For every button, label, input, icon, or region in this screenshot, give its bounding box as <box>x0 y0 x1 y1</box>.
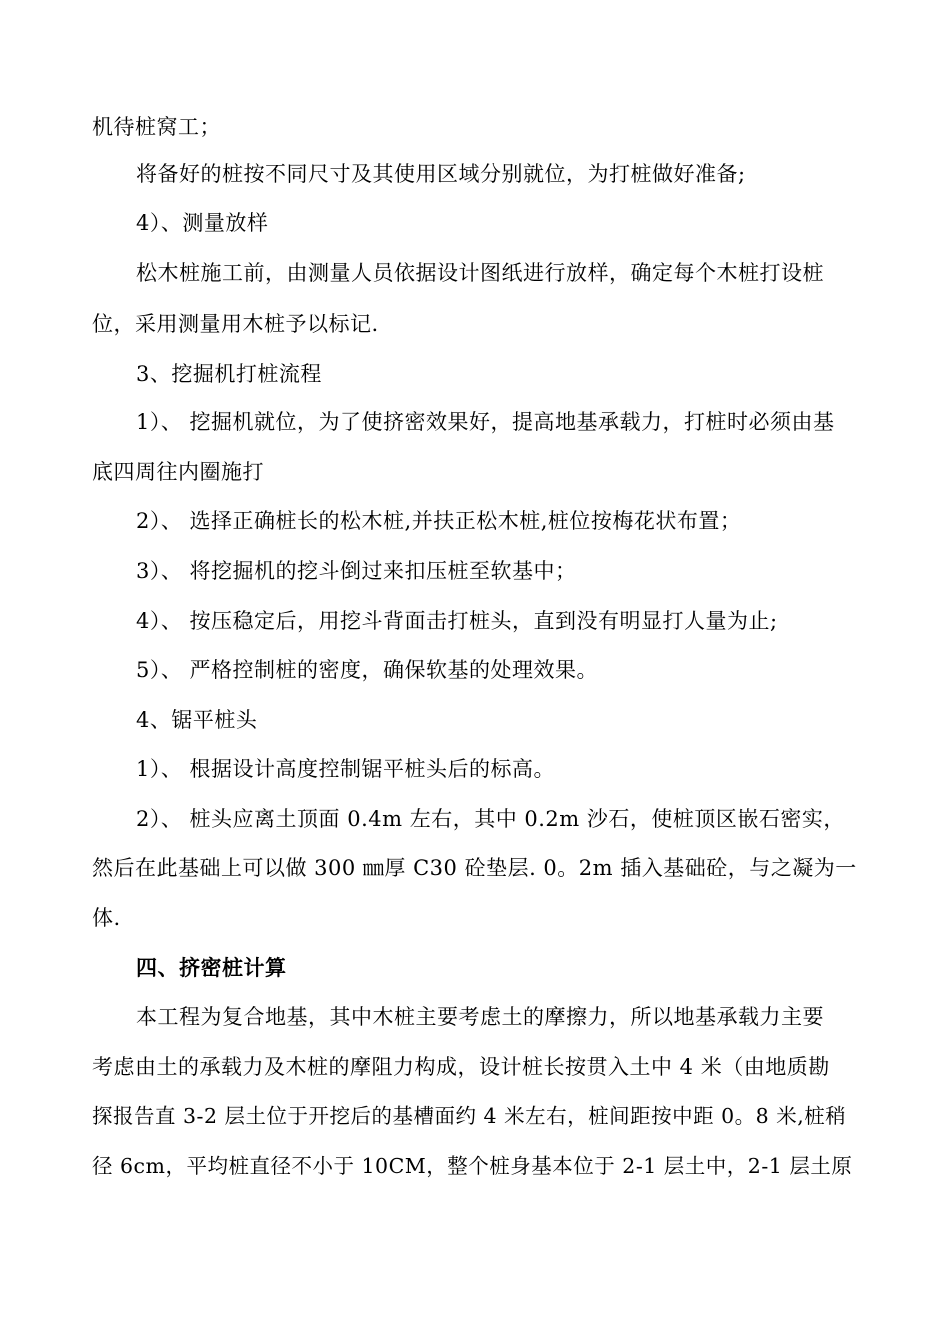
section-subheading: 4）、测量放样 <box>136 211 269 235</box>
text-line: 然后在此基础上可以做 300 ㎜厚 C30 砼垫层. 0。2m 插入基础砼，与之凝为一 <box>92 856 857 880</box>
text-line: 探报告直 3-2 层土位于开挖后的基槽面约 4 米左右，桩间距按中距 0。8 米,桩稍 <box>92 1104 847 1128</box>
list-item: 5）、 严格控制桩的密度，确保软基的处理效果。 <box>136 658 599 682</box>
text-line: 将备好的桩按不同尺寸及其使用区域分别就位，为打桩做好准备; <box>136 162 746 186</box>
text-line: 松木桩施工前，由测量人员依据设计图纸进行放样，确定每个木桩打设桩 <box>136 261 824 285</box>
list-item: 3）、 将挖掘机的挖斗倒过来扣压桩至软基中； <box>136 559 577 583</box>
text-line: 径 6cm，平均桩直径不小于 10CM，整个桩身基本位于 2-1 层土中，2-1 层土原 <box>92 1154 853 1178</box>
section-heading: 4、锯平桩头 <box>136 708 258 732</box>
list-item: 4）、 按压稳定后，用挖斗背面击打桩头，直到没有明显打人量为止; <box>136 609 778 633</box>
text-line: 考虑由土的承载力及木桩的摩阻力构成，设计桩长按贯入土中 4 米（由地质勘 <box>92 1055 830 1079</box>
text-line: 位，采用测量用木桩予以标记. <box>92 312 379 336</box>
text-line: 体. <box>92 906 121 930</box>
list-item: 2）、 选择正确桩长的松木桩,并扶正松木桩,桩位按梅花状布置； <box>136 509 742 533</box>
text-line: 机待桩窝工； <box>92 115 221 139</box>
section-heading: 3、挖掘机打桩流程 <box>136 362 322 386</box>
text-line: 本工程为复合地基，其中木桩主要考虑土的摩擦力，所以地基承载力主要 <box>136 1005 824 1029</box>
chapter-heading: 四、挤密桩计算 <box>136 955 287 980</box>
text-line: 底四周往内圈施打 <box>92 460 264 484</box>
list-item: 1）、 根据设计高度控制锯平桩头后的标高。 <box>136 757 556 781</box>
list-item: 2）、 桩头应离土顶面 0.4m 左右，其中 0.2m 沙石，使桩顶区嵌石密实， <box>136 807 845 831</box>
list-item: 1）、 挖掘机就位，为了使挤密效果好，提高地基承载力，打桩时必须由基 <box>136 410 835 434</box>
